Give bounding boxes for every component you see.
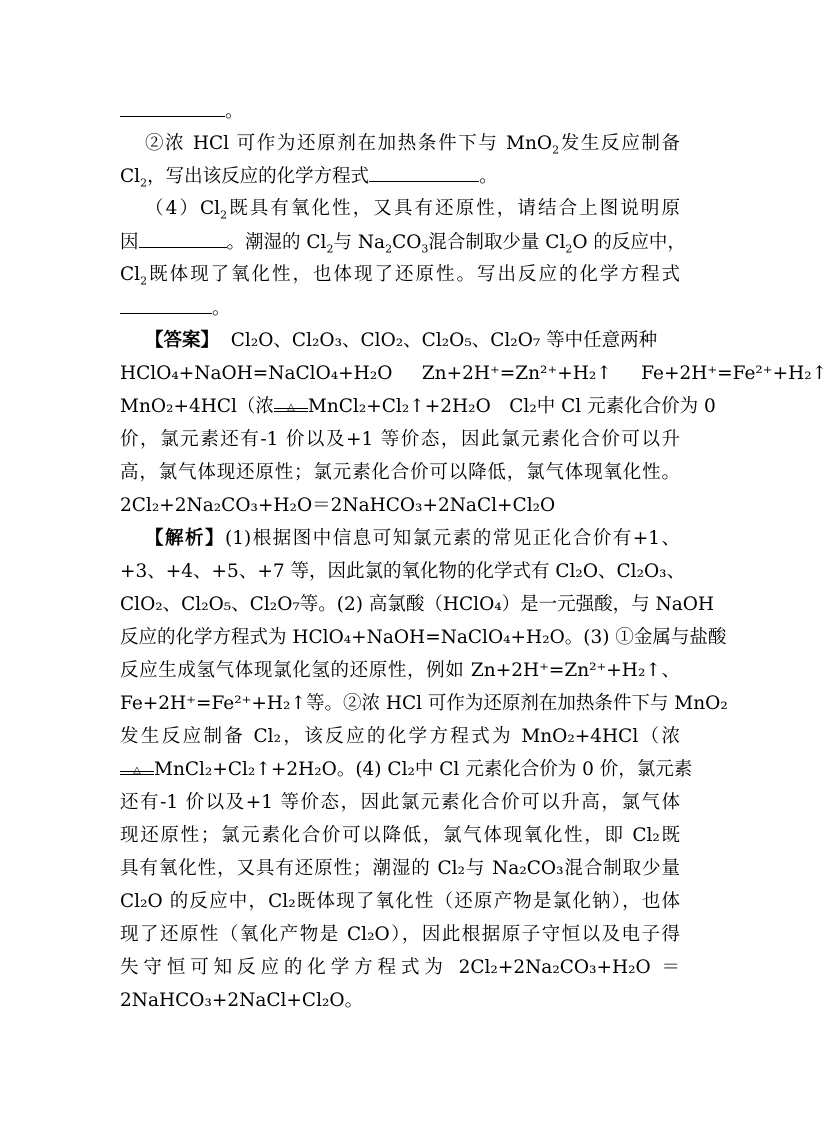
analysis-line-15: 2NaHCO₃+2NaCl+Cl₂O。: [120, 990, 364, 1011]
analysis-line-13: 现了还原性（氧化产物是 Cl₂O），因此根据原子守恒以及电子得: [120, 924, 680, 945]
analysis-label: 【解析】: [145, 528, 226, 549]
analysis-line-4: 反应的化学方程式为 HClO₄+NaOH=NaClO₄+H₂O。(3) ①金属与盐酸: [120, 627, 727, 648]
analysis-line-5: 反应生成氢气体现氯化氢的还原性，例如 Zn+2H⁺=Zn²⁺+H₂↑、: [120, 660, 680, 681]
answer-line-4: 价，氯元素还有-1 价以及+1 等价态，因此氯元素化合价可以升: [120, 429, 680, 450]
answer-line-6: 2Cl₂+2Na₂CO₃+H₂O＝2NaHCO₃+2NaCl+Cl₂O: [120, 495, 556, 516]
analysis-line-8: △ MnCl₂+Cl₂↑+2H₂O。(4) Cl₂中 Cl 元素化合价为 0 价，氯元素: [120, 757, 680, 783]
question-4-line-1: $(4)Cl_2$既具有氧化性，又具有还原性，请结合上图说明原: [145, 198, 680, 222]
answer-line-1: 【答案】 Cl₂O、Cl₂O₃、ClO₂、Cl₂O₅、Cl₂O₇ 等中任意两种: [145, 330, 658, 351]
analysis-line-7: 发生反应制备 Cl₂，该反应的化学方程式为 MnO₂+4HCl（浓: [120, 726, 680, 747]
analysis-line-12: Cl₂O 的反应中，Cl₂既体现了氧化性（还原产物是氯化钠），也体: [120, 891, 680, 912]
question-3-2-line-2: $Cl_2$，写出该反应的化学方程式 。: [120, 163, 680, 189]
analysis-line-1: 【解析】(1)根据图中信息可知氯元素的常见正化合价有+1、: [145, 528, 680, 549]
analysis-line-11: 具有氧化性，又具有还原性；潮湿的 Cl₂与 Na₂CO₃混合制取少量: [120, 858, 680, 879]
answer-line-5: 高，氯气体现还原性；氯元素化合价可以降低，氯气体现氧化性。: [120, 462, 680, 483]
question-3-2-line-1: ②浓 HCl 可作为还原剂在加热条件下与 MnO$_2$发生反应制备: [145, 133, 680, 157]
question-4-line-2: 因 。潮湿的 $Cl_2$与 $Na_2CO_3$混合制取少量 $Cl_2O$ 的反应中，: [120, 229, 680, 255]
prev-answer-line: 。: [120, 98, 680, 124]
answer-line-2: HClO₄+NaOH=NaClO₄+H₂O Zn+2H⁺=Zn²⁺+H₂↑ Fe+2H⁺=Fe²⁺+H₂↑: [120, 363, 827, 384]
answer-label: 【答案】: [145, 330, 220, 351]
answer-blank: [120, 98, 225, 117]
answer-blank: [369, 163, 479, 182]
analysis-line-14: 失守恒可知反应的化学方程式为 2Cl₂+2Na₂CO₃+H₂O ＝: [120, 957, 680, 978]
analysis-line-3: ClO₂、Cl₂O₅、Cl₂O₇等。(2) 高氯酸（HClO₄）是一元强酸，与 NaOH: [120, 594, 715, 615]
answer-line-3: MnO₂+4HCl（浓 △ MnCl₂+Cl₂↑+2H₂O Cl₂中 Cl 元素化合价为 0: [120, 396, 716, 417]
analysis-line-10: 现还原性；氯元素化合价可以降低，氯气体现氧化性，即 Cl₂既: [120, 825, 680, 846]
analysis-line-6: Fe+2H⁺=Fe²⁺+H₂↑等。②浓 HCl 可作为还原剂在加热条件下与 MnO₂: [120, 693, 728, 714]
answer-blank: [139, 229, 227, 248]
question-4-line-3: $Cl_2$既体现了氧化性，也体现了还原性。写出反应的化学方程式: [120, 264, 680, 288]
analysis-line-9: 还有-1 价以及+1 等价态，因此氯元素化合价可以升高，氯气体: [120, 792, 680, 813]
answer-blank: [120, 295, 212, 314]
analysis-line-2: +3、+4、+5、+7 等，因此氯的氧化物的化学式有 Cl₂O、Cl₂O₃、: [120, 561, 686, 582]
heating-condition-sign: △: [120, 759, 154, 775]
question-4-line-4: 。: [120, 295, 680, 321]
heating-condition-sign: △: [274, 396, 308, 412]
